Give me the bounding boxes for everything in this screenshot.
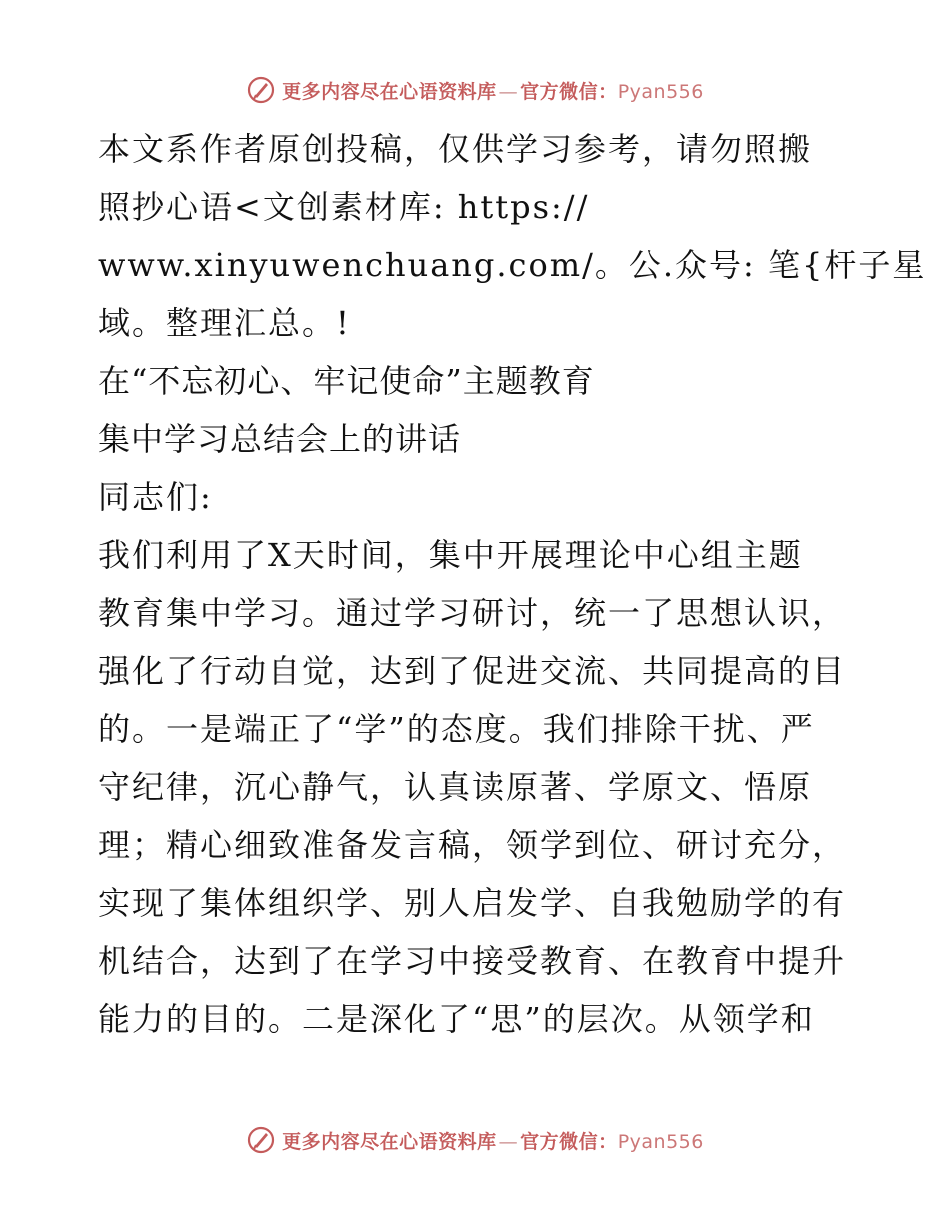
watermark-text [282, 77, 704, 104]
salutation: 同志们: [98, 478, 213, 516]
notice-line-3: www.xinyuwenchuang.com/。公.众号: 笔{杆子星 [98, 246, 927, 284]
watermark-wechat-label: 官方微信： [520, 1130, 618, 1153]
quill-logo-icon [246, 1125, 276, 1155]
body-line-7: 实现了集体组织学、别人启发学、自我勉励学的有 [98, 884, 847, 922]
watermark-separator: — [498, 80, 519, 103]
watermark-separator: — [498, 1130, 519, 1153]
body-line-1: 我们利用了X天时间，集中开展理论中心组主题 [98, 536, 803, 574]
body-line-4: 的。一是端正了“学”的态度。我们排除干扰、严 [98, 710, 815, 748]
watermark-wechat-id: Pyan556 [617, 1130, 704, 1153]
body-line-3: 强化了行动自觉，达到了促进交流、共同提高的目 [98, 652, 847, 690]
quill-logo-icon [246, 75, 276, 105]
document-title-line-1: 在“不忘初心、牢记使命”主题教育 [98, 362, 595, 400]
document-body [98, 120, 927, 1048]
body-line-6: 理；精心细致准备发言稿，领学到位、研讨充分， [98, 826, 847, 864]
body-line-5: 守纪律，沉心静气，认真读原著、学原文、悟原 [98, 768, 813, 806]
document-title-line-2: 集中学习总结会上的讲话 [98, 420, 462, 458]
notice-line-1: 本文系作者原创投稿，仅供学习参考，请勿照搬 [98, 130, 813, 168]
body-line-9: 能力的目的。二是深化了“思”的层次。从领学和 [98, 1000, 815, 1038]
notice-line-2: 照抄心语<文创素材库: https:// [98, 188, 590, 226]
watermark-wechat-id: Pyan556 [617, 80, 704, 103]
header-watermark [0, 72, 950, 108]
footer-watermark [0, 1122, 950, 1158]
notice-line-4: 域。整理汇总。! [98, 304, 351, 342]
watermark-wechat-label: 官方微信： [520, 80, 618, 103]
watermark-text [282, 1127, 704, 1154]
body-line-2: 教育集中学习。通过学习研讨，统一了思想认识， [98, 594, 847, 632]
watermark-brand: 更多内容尽在心语资料库 [282, 1130, 497, 1153]
body-line-8: 机结合，达到了在学习中接受教育、在教育中提升 [98, 942, 847, 980]
watermark-brand: 更多内容尽在心语资料库 [282, 80, 497, 103]
